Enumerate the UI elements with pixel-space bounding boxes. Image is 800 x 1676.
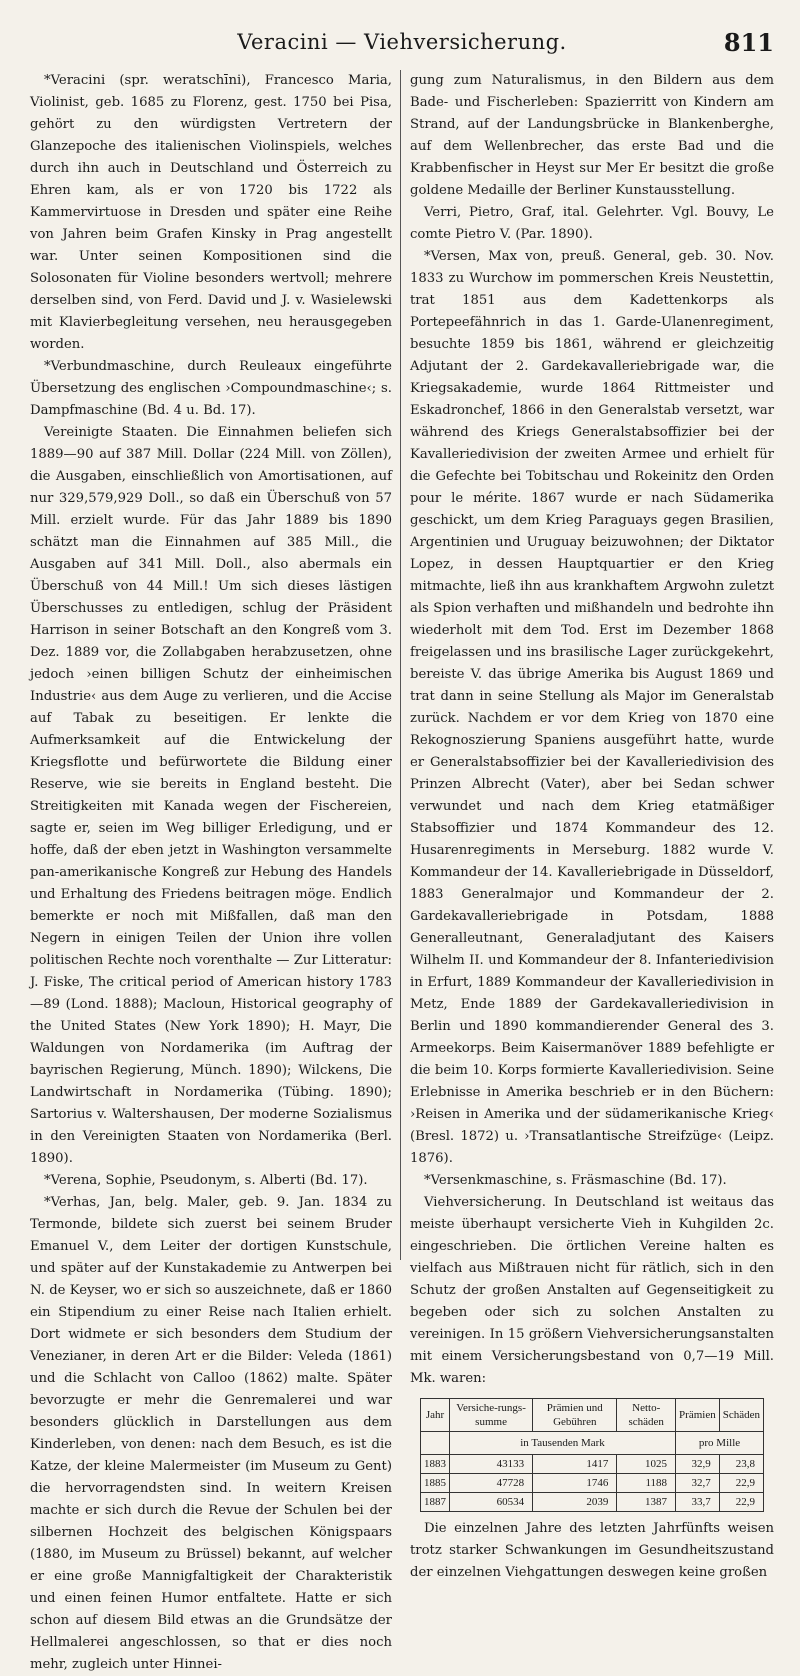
cell-net-damages: 1387 xyxy=(617,1493,676,1512)
page-number: 811 xyxy=(723,28,774,57)
running-title: Veracini — Viehversicherung. xyxy=(237,30,567,54)
insurance-table xyxy=(420,1398,764,1512)
header-versicherungssumme: Versiche-rungs-summe xyxy=(450,1399,533,1432)
header-jahr: Jahr xyxy=(421,1399,450,1432)
entry-viehversicherung: Viehversicherung. In Deutschland ist weitaus das meiste überhaupt versicherte Vieh in Kuhgilden 2c. eingeschrieben. Die örtlichen Vereine halten es vielfach aus Mißtrauen nicht für rätlich, sich in den Schutz der großen Anstalten auf Gegenseitigkeit zu begeben oder sich zu solchen Anstalten zu vereinigen. In 15 größern Viehversicherungsanstalten mit einem Versicherungsbestand von 0,7—19 Mill. Mk. waren: xyxy=(410,1195,774,1386)
header-schaeden: Schäden xyxy=(719,1399,763,1432)
right-column xyxy=(410,70,774,1584)
cell-premiums: 2039 xyxy=(533,1493,617,1512)
units-per-mille: pro Mille xyxy=(676,1432,764,1455)
cell-premiums: 1746 xyxy=(533,1474,617,1493)
column-divider xyxy=(400,70,401,1260)
table-header-row xyxy=(421,1399,764,1432)
paragraph-after-table: Die einzelnen Jahre des letzten Jahrfünfts weisen trotz starker Schwankungen im Gesundheitszustand der einzelnen Viehgattungen deswegen keine großen xyxy=(410,1521,774,1580)
cell-damage-mille: 22,9 xyxy=(719,1474,763,1493)
cell-year: 1887 xyxy=(421,1493,450,1512)
entry-veracini: *Veracini (spr. weratschīni), Francesco Maria, Violinist, geb. 1685 zu Florenz, gest. 1750 bei Pisa, gehört zu den würdigsten Vertretern der Glanzepoche des italienischen Violinspiels, welches durch ihn auch in Deutschland und Österreich zu Ehren kam, als er von 1720 bis 1722 als Kammervirtuose in Dresden und später eine Reihe von Jahren beim Grafen Kinsky in Prag angestellt war. Unter seinen Kompositionen sind die Solosonaten für Violine besonders wertvoll; mehrere derselben sind, von Ferd. David und J. v. Wasielewski mit Klavierbegleitung versehen, neu herausgegeben worden. xyxy=(30,73,392,352)
units-thousands-mark: in Tausenden Mark xyxy=(450,1432,676,1455)
cell-net-damages: 1025 xyxy=(617,1455,676,1474)
cell-premium-mille: 32,9 xyxy=(676,1455,720,1474)
cell-year: 1885 xyxy=(421,1474,450,1493)
cell-premiums: 1417 xyxy=(533,1455,617,1474)
entry-verena: *Verena, Sophie, Pseudonym, s. Alberti (Bd. 17). xyxy=(44,1173,368,1188)
left-column xyxy=(30,70,392,1676)
cell-sum: 47728 xyxy=(450,1474,533,1493)
header-praemien-gebuehren: Prämien und Gebühren xyxy=(533,1399,617,1432)
entry-verhas: *Verhas, Jan, belg. Maler, geb. 9. Jan. 1834 zu Termonde, bildete sich zuerst bei seinem Bruder Emanuel V., dem Leiter der dortigen Kunstschule, und später auf der Kunstakademie zu Antwerpen bei N. de Keyser, wo er sich so auszeichnete, daß er 1860 ein Stipendium zu einer Reise nach Italien erhielt. Dort widmete er sich besonders dem Studium der Venezianer, in deren Art er die Bilder: Veleda (1861) und die Schlacht von Calloo (1862) malte. Später bevorzugte er mehr die Genremalerei und war besonders glücklich in Darstellungen aus dem Kinderleben, von denen: nach dem Besuch, es ist die Katze, der kleine Malermeister (im Museum zu Gent) die hervorragendsten sind. In weitern Kreisen machte er sich durch die Revue der Schulen bei der silbernen Hochzeit des belgischen Königspaars (1880, im Museum zu Brüssel) bekannt, auf welcher er eine große Mannigfaltigkeit der Charakteristik und einen feinen Humor entfaltete. Hatte er sich schon auf diesem Bild etwas an die Grundsätze der Hellmalerei angeschlossen, so that er dies noch mehr, zugleich unter Hinnei- xyxy=(30,1195,392,1672)
cell-year: 1883 xyxy=(421,1455,450,1474)
cell-damage-mille: 23,8 xyxy=(719,1455,763,1474)
cell-sum: 60534 xyxy=(450,1493,533,1512)
entry-verhas-continued: gung zum Naturalismus, in den Bildern aus dem Bade- und Fischerleben: Spazierritt von Kindern am Strand, auf der Landungsbrücke in Blankenberghe, auf dem Wellenbrecher, das erste Bad und die Krabbenfischer in Heyst sur Mer Er besitzt die große goldene Medaille der Berliner Kunstausstellung. xyxy=(410,73,774,198)
entry-versenkmaschine: *Versenkmaschine, s. Fräsmaschine (Bd. 17). xyxy=(424,1173,727,1188)
cell-premium-mille: 33,7 xyxy=(676,1493,720,1512)
table-units-row xyxy=(421,1432,764,1455)
table-row xyxy=(421,1455,764,1474)
entry-verri: Verri, Pietro, Graf, ital. Gelehrter. Vgl. Bouvy, Le comte Pietro V. (Par. 1890). xyxy=(410,205,774,242)
cell-damage-mille: 22,9 xyxy=(719,1493,763,1512)
header-praemien: Prämien xyxy=(676,1399,720,1432)
table-row xyxy=(421,1474,764,1493)
entry-versen: *Versen, Max von, preuß. General, geb. 30. Nov. 1833 zu Wurchow im pommerschen Kreis Neustettin, trat 1851 aus dem Kadettenkorps als Portepeefähnrich in das 1. Garde-Ulanenregiment, besuchte 1859 bis 1861, während er gleichzeitig Adjutant der 2. Gardekavalleriebrigade war, die Kriegsakademie, wurde 1864 Rittmeister und Eskadronchef, 1866 in den Generalstab versetzt, war während des Kriegs Generalstabsoffizier bei der Kavalleriedivision der zweiten Armee und erhielt für die Gefechte bei Tobitschau und Rokeinitz den Orden pour le mérite. 1867 wurde er nach Südamerika geschickt, um dem Krieg Paraguays gegen Brasilien, Argentinien und Uruguay beizuwohnen; der Diktator Lopez, in dessen Hauptquartier er den Krieg mitmachte, ließ ihn aus krankhaftem Argwohn zuletzt als Spion verhaften und mißhandeln und bedrohte ihn wiederholt mit dem Tod. Erst im Dezember 1868 freigelassen und ins brasilische Lager zurückgekehrt, bereiste V. das übrige Amerika bis August 1869 und trat dann in seine Stellung als Major im Generalstab zurück. Nachdem er vor dem Krieg von 1870 eine Rekognoszierung Spaniens ausgeführt hatte, wurde er Generalstabsoffizier bei der Kavalleriedivision des Prinzen Albrecht (Vater), aber bei Sedan schwer verwundet und nach dem Krieg etatmäßiger Stabsoffizier und 1874 Kommandeur des 12. Husarenregiments in Merseburg. 1882 wurde V. Kommandeur der 14. Kavalleriebrigade in Düsseldorf, 1883 Generalmajor und Kommandeur der 2. Gardekavalleriebrigade in Potsdam, 1888 Generalleutnant, Generaladjutant des Kaisers Wilhelm II. und Kommandeur der 8. Infanteriedivision in Erfurt, 1889 Kommandeur der Kavalleriedivision in Metz, Ende 1889 der Gardekavalleriedivision in Berlin und 1890 kommandierender General des 3. Armeekorps. Beim Kaisermanöver 1889 befehligte er die beim 10. Korps formierte Kavalleriedivision. Seine Erlebnisse in Amerika beschrieb er in den Büchern: ›Reisen in Amerika und der südamerikanische Krieg‹ (Bresl. 1872) u. ›Transatlantische Streifzüge‹ (Leipz. 1876). xyxy=(410,249,774,1166)
table-row xyxy=(421,1493,764,1512)
cell-sum: 43133 xyxy=(450,1455,533,1474)
cell-net-damages: 1188 xyxy=(617,1474,676,1493)
entry-vereinigte-staaten: Vereinigte Staaten. Die Einnahmen beliefen sich 1889—90 auf 387 Mill. Dollar (224 Mill. von Zöllen), die Ausgaben, einschließlich von Amortisationen, auf nur 329,579,929 Doll., so daß ein Überschuß von 57 Mill. erzielt wurde. Für das Jahr 1889 bis 1890 schätzt man die Einnahmen auf 385 Mill., die Ausgaben auf 341 Mill. Doll., also abermals ein Überschuß von 44 Mill.! Um sich dieses lästigen Überschusses zu entledigen, schlug der Präsident Harrison in seiner Botschaft an den Kongreß vom 3. Dez. 1889 vor, die Zollabgaben herabzusetzen, ohne jedoch ›einen billigen Schutz der einheimischen Industrie‹ aus dem Auge zu verlieren, und die Accise auf Tabak zu beseitigen. Er lenkte die Aufmerksamkeit auf die Entwickelung der Kriegsflotte und befürwortete die Bildung einer Reserve, wie sie bereits in England besteht. Die Streitigkeiten mit Kanada wegen der Fischereien, sagte er, seien im Weg billiger Erledigung, und er hoffe, daß der eben jetzt in Washington versammelte pan-amerikanische Kongreß zur Hebung des Handels und Erhaltung des Friedens beitragen möge. Endlich bemerkte er noch mit Mißfallen, daß man den Negern in einigen Teilen der Union ihre vollen politischen Rechte noch vorenthalte — Zur Litteratur: J. Fiske, The critical period of American history 1783—89 (Lond. 1888); Macloun, Historical geography of the United States (New York 1890); H. Mayr, Die Waldungen von Nordamerika (im Auftrag der bayrischen Regierung, Münch. 1890); Wilckens, Die Landwirtschaft in Nordamerika (Tübing. 1890); Sartorius v. Waltershausen, Der moderne Sozialismus in den Vereinigten Staaten von Nordamerika (Berl. 1890). xyxy=(30,425,392,1166)
page-header xyxy=(30,26,774,66)
cell-premium-mille: 32,7 xyxy=(676,1474,720,1493)
entry-verbundmaschine: *Verbundmaschine, durch Reuleaux eingeführte Übersetzung des englischen ›Compoundmaschine‹; s. Dampfmaschine (Bd. 4 u. Bd. 17). xyxy=(30,359,392,418)
header-nettoschaeden: Netto-schäden xyxy=(617,1399,676,1432)
